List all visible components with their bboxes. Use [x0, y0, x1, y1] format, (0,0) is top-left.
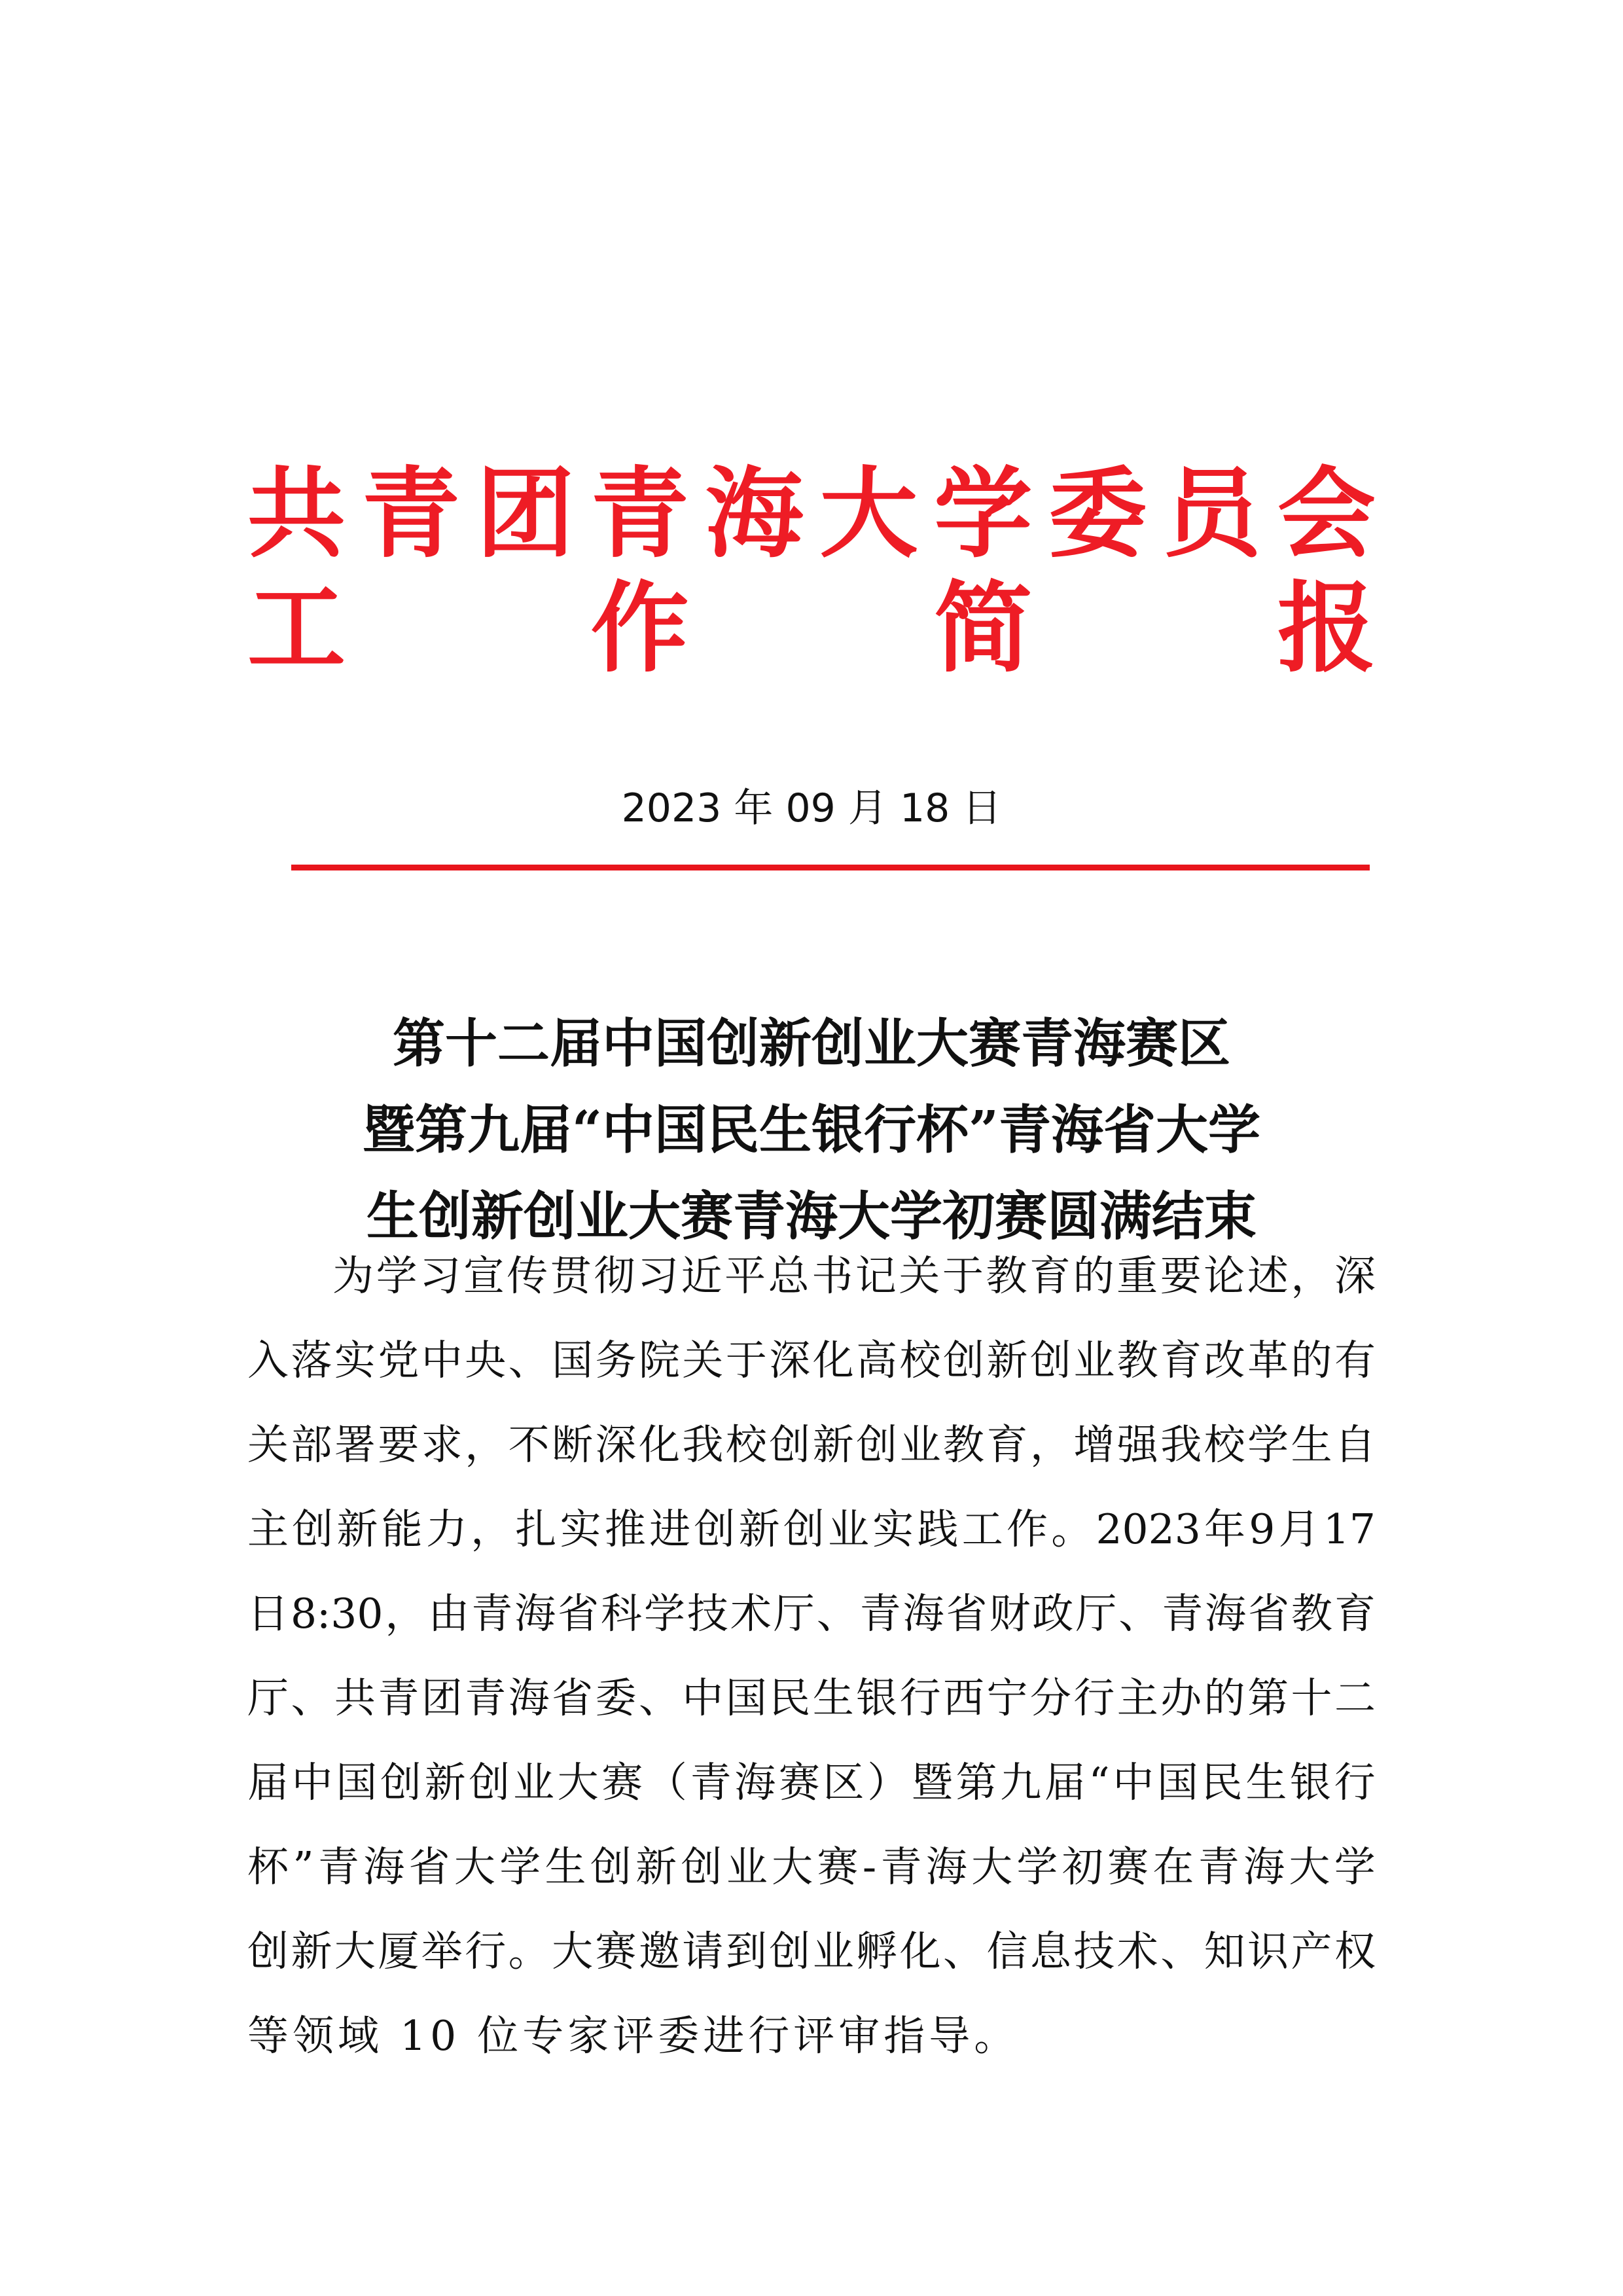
masthead-char: 作: [590, 571, 689, 686]
masthead-char: 员: [1163, 456, 1262, 571]
article-title-line: 第十二届中国创新创业大赛青海赛区: [393, 1013, 1230, 1074]
article-title-line: 生创新创业大赛青海大学初赛圆满结束: [366, 1185, 1257, 1247]
body-line: 关 部 署 要 求 ， 不 断 深 化 我 校 创 新 创 业 教 育 ， 增 强 我 校 学 生 自: [247, 1421, 1376, 1469]
body-line: 杯 ” 青 海 省 大 学 生 创 新 创 业 大 赛 - 青 海 大 学 初 赛 在 青 海 大 学: [247, 1843, 1376, 1891]
body-line: 入 落 实 党 中 央 、 国 务 院 关 于 深 化 高 校 创 新 创 业 教 育 改 革 的 有: [247, 1336, 1376, 1384]
masthead-char: 简: [934, 571, 1033, 686]
masthead-char: 共: [247, 456, 346, 571]
red-divider-line: [291, 865, 1370, 870]
body-line: 届 中 国 创 新 创 业 大 赛 （ 青 海 赛 区 ） 暨 第 九 届 “ 中 国 民 生 银 行: [247, 1759, 1376, 1806]
masthead-char: 报: [1277, 571, 1376, 686]
masthead-char: 青: [590, 456, 689, 571]
issue-date: 2023 年 09 月 18 日: [621, 785, 1002, 831]
masthead-char: 学: [934, 456, 1033, 571]
masthead-char: 会: [1277, 456, 1376, 571]
masthead-char: 团: [476, 456, 575, 571]
masthead-org-name: [247, 456, 1376, 571]
masthead-char: 海: [705, 456, 804, 571]
body-line: 等领域 10 位专家评委进行评审指导。: [247, 2012, 1020, 2060]
masthead-char: 大: [819, 456, 918, 571]
masthead-char: 工: [247, 571, 346, 686]
body-line: 厅 、 共 青 团 青 海 省 委 、 中 国 民 生 银 行 西 宁 分 行 主 办 的 第 十 二: [247, 1674, 1376, 1722]
article-title: [223, 1000, 1400, 1259]
article-body: [247, 1234, 1376, 2078]
article-title-line: 暨第九届“中国民生银行杯”青海省大学: [362, 1099, 1261, 1160]
masthead-char: 委: [1048, 456, 1147, 571]
body-line: 创 新 大 厦 举 行 。 大 赛 邀 请 到 创 业 孵 化 、 信 息 技 术 、 知 识 产 权: [247, 1928, 1376, 1975]
body-line: 日 8:30 ， 由 青 海 省 科 学 技 术 厅 、 青 海 省 财 政 厅 、 青 海 省 教 育: [247, 1590, 1376, 1638]
masthead-bulletin-name: [247, 571, 1376, 686]
body-line: 主 创 新 能 力 ， 扎 实 推 进 创 新 创 业 实 践 工 作 。 2023 年 9 月 17: [247, 1505, 1376, 1553]
body-line: 为 学 习 宣 传 贯 彻 习 近 平 总 书 记 关 于 教 育 的 重 要 论 述 ， 深: [332, 1252, 1376, 1300]
masthead-char: 青: [361, 456, 460, 571]
